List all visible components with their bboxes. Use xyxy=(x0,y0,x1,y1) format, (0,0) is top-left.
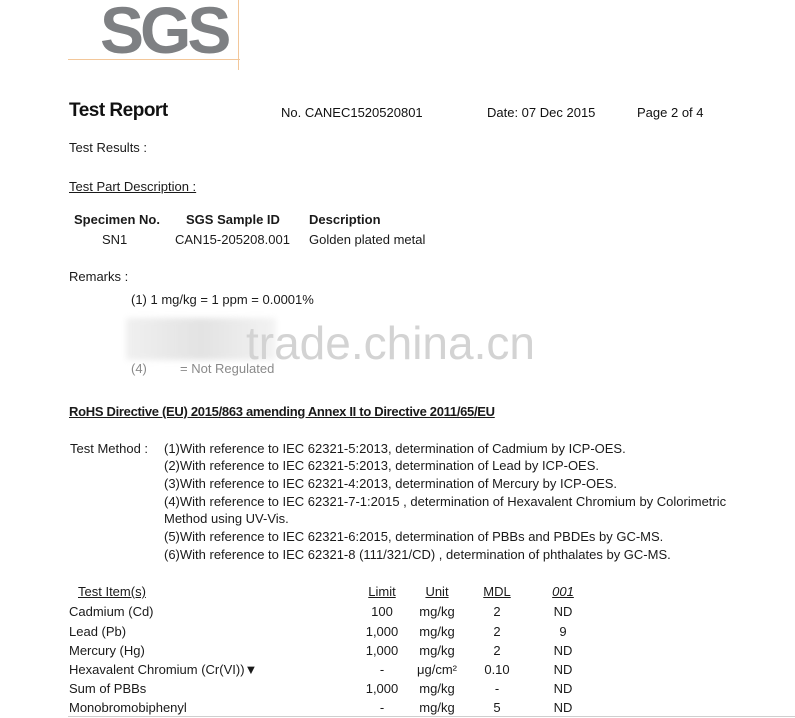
cell-unit: mg/kg xyxy=(419,643,455,658)
test-method-line: (2)With reference to IEC 62321-5:2013, determination of Lead by ICP-OES. xyxy=(164,458,600,473)
cell-unit: μg/cm² xyxy=(417,662,457,677)
cell-limit: 1,000 xyxy=(365,624,399,639)
cell-result: ND xyxy=(553,700,573,715)
logo-text: SGS xyxy=(100,0,228,67)
specimen-no: SN1 xyxy=(102,232,128,247)
cell-item: Cadmium (Cd) xyxy=(69,604,154,619)
cell-limit: - xyxy=(379,700,385,715)
remark-4-number: (4) xyxy=(131,361,147,376)
cell-result: 9 xyxy=(559,624,567,639)
header-sample-001: 001 xyxy=(552,584,574,599)
cell-item: Lead (Pb) xyxy=(69,624,127,639)
cell-item: Monobromobiphenyl xyxy=(69,700,187,715)
page-bottom-rule xyxy=(68,716,795,717)
report-date: Date: 07 Dec 2015 xyxy=(487,105,596,120)
cell-limit: 1,000 xyxy=(365,681,399,696)
remark-1: (1) 1 mg/kg = 1 ppm = 0.0001% xyxy=(131,292,314,307)
remark-4-text: = Not Regulated xyxy=(180,361,275,376)
test-method-label: Test Method : xyxy=(70,441,149,456)
cell-mdl: 2 xyxy=(493,643,501,658)
remarks-label: Remarks : xyxy=(69,269,129,284)
page-indicator: Page 2 of 4 xyxy=(637,105,704,120)
cell-limit: - xyxy=(379,662,385,677)
test-method-line: (1)With reference to IEC 62321-5:2013, determination of Cadmium by ICP-OES. xyxy=(164,441,626,456)
header-limit: Limit xyxy=(368,584,396,599)
cell-result: ND xyxy=(553,662,573,677)
cell-limit: 1,000 xyxy=(365,643,399,658)
cell-item: Sum of PBBs xyxy=(69,681,147,696)
specimen-header-id: SGS Sample ID xyxy=(186,212,280,227)
cell-result: ND xyxy=(553,643,573,658)
cell-mdl: - xyxy=(494,681,500,696)
cell-result: ND xyxy=(553,604,573,619)
cell-mdl: 2 xyxy=(493,624,501,639)
cell-unit: mg/kg xyxy=(419,604,455,619)
watermark: trade.china.cn xyxy=(246,317,535,369)
report-number: No. CANEC1520520801 xyxy=(281,105,423,120)
report-title: Test Report xyxy=(69,100,168,121)
specimen-header-description: Description xyxy=(309,212,381,227)
part-description-label: Test Part Description : xyxy=(69,179,197,194)
cell-unit: mg/kg xyxy=(419,624,455,639)
cell-item: Mercury (Hg) xyxy=(69,643,145,658)
test-method-line: (4)With reference to IEC 62321-7-1:2015 , determination of Hexavalent Chromium by Colorimetric xyxy=(164,494,727,509)
rohs-heading: RoHS Directive (EU) 2015/863 amending Annex II to Directive 2011/65/EU xyxy=(69,404,495,419)
test-method-line: (3)With reference to IEC 62321-4:2013, determination of Mercury by ICP-OES. xyxy=(164,476,618,491)
cell-item: Hexavalent Chromium (Cr(VI))▼ xyxy=(69,662,258,677)
cell-mdl: 2 xyxy=(493,604,501,619)
cell-limit: 100 xyxy=(371,604,393,619)
cell-unit: mg/kg xyxy=(419,700,455,715)
header-mdl: MDL xyxy=(483,584,511,599)
sample-description: Golden plated metal xyxy=(309,232,426,247)
cell-mdl: 5 xyxy=(493,700,501,715)
cell-result: ND xyxy=(553,681,573,696)
test-method-line: (5)With reference to IEC 62321-6:2015, determination of PBBs and PBDEs by GC-MS. xyxy=(164,529,664,544)
test-results-label: Test Results : xyxy=(69,140,148,155)
sample-id: CAN15-205208.001 xyxy=(175,232,290,247)
test-method-line: Method using UV-Vis. xyxy=(164,511,289,526)
header-test-item: Test Item(s) xyxy=(78,584,146,599)
cell-mdl: 0.10 xyxy=(484,662,510,677)
cell-unit: mg/kg xyxy=(419,681,455,696)
specimen-header-no: Specimen No. xyxy=(74,212,160,227)
header-unit: Unit xyxy=(425,584,449,599)
test-method-line: (6)With reference to IEC 62321-8 (111/321/CD) , determination of phthalates by GC-MS. xyxy=(164,547,671,562)
